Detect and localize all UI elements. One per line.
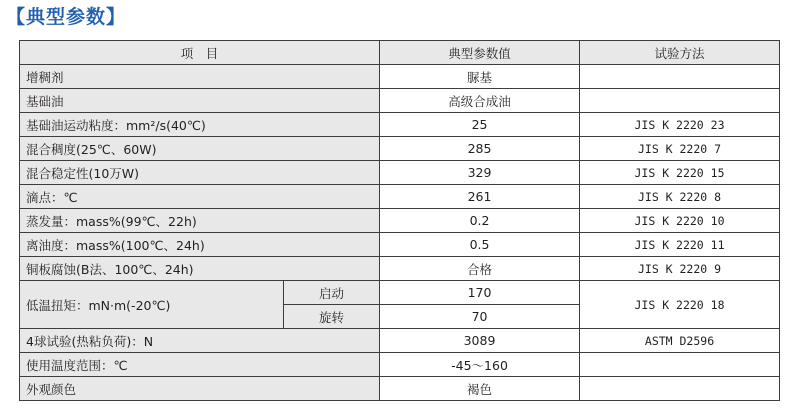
row-item: 离油度：mass%(100℃、24h)	[20, 233, 380, 257]
table-row	[20, 377, 780, 401]
table-row	[20, 137, 780, 161]
torque-run-value: 70	[380, 305, 580, 329]
torque-run-label: 旋转	[284, 305, 380, 329]
table-row	[20, 209, 780, 233]
table-row	[20, 353, 780, 377]
row-value: 3089	[380, 329, 580, 353]
header-typical-value: 典型参数值	[380, 41, 580, 65]
section-title: 【典型参数】	[6, 6, 127, 28]
table-row-torque-start	[20, 281, 780, 305]
row-item: 蒸发量：mass%(99℃、22h)	[20, 209, 380, 233]
row-value: 329	[380, 161, 580, 185]
table-row	[20, 329, 780, 353]
torque-start-label: 启动	[284, 281, 380, 305]
row-value: 0.5	[380, 233, 580, 257]
table-row	[20, 161, 780, 185]
table-row	[20, 65, 780, 89]
row-method	[580, 89, 780, 113]
row-item: 增稠剂	[20, 65, 380, 89]
row-value: 合格	[380, 257, 580, 281]
typical-parameters-table	[19, 40, 780, 401]
row-item: 基础油	[20, 89, 380, 113]
header-test-method: 试验方法	[580, 41, 780, 65]
row-item: 滴点：℃	[20, 185, 380, 209]
row-method: JIS K 2220 11	[580, 233, 780, 257]
row-item: 混合稳定性(10万W)	[20, 161, 380, 185]
row-method	[580, 377, 780, 401]
table-header-row	[20, 41, 780, 65]
row-item-torque: 低温扭矩：mN·m(-20℃)	[20, 281, 284, 329]
row-value: 高级合成油	[380, 89, 580, 113]
table-row	[20, 257, 780, 281]
row-value: 褐色	[380, 377, 580, 401]
table-row	[20, 185, 780, 209]
row-item: 铜板腐蚀(B法、100℃、24h)	[20, 257, 380, 281]
row-item: 外观颜色	[20, 377, 380, 401]
row-method: ASTM D2596	[580, 329, 780, 353]
header-item: 项 目	[20, 41, 380, 65]
torque-method: JIS K 2220 18	[580, 281, 780, 329]
row-item: 基础油运动粘度：mm²/s(40℃)	[20, 113, 380, 137]
row-item: 使用温度范围：℃	[20, 353, 380, 377]
row-method	[580, 353, 780, 377]
row-item: 混合稠度(25℃、60W)	[20, 137, 380, 161]
row-method: JIS K 2220 23	[580, 113, 780, 137]
row-value: -45～160	[380, 353, 580, 377]
row-value: 285	[380, 137, 580, 161]
row-method: JIS K 2220 7	[580, 137, 780, 161]
row-item: 4球试验(热粘负荷)：N	[20, 329, 380, 353]
row-method: JIS K 2220 8	[580, 185, 780, 209]
table-row	[20, 233, 780, 257]
row-method: JIS K 2220 10	[580, 209, 780, 233]
table-row	[20, 89, 780, 113]
row-method	[580, 65, 780, 89]
table-row	[20, 113, 780, 137]
row-value: 25	[380, 113, 580, 137]
row-value: 脲基	[380, 65, 580, 89]
torque-start-value: 170	[380, 281, 580, 305]
row-value: 261	[380, 185, 580, 209]
row-method: JIS K 2220 15	[580, 161, 780, 185]
row-value: 0.2	[380, 209, 580, 233]
row-method: JIS K 2220 9	[580, 257, 780, 281]
